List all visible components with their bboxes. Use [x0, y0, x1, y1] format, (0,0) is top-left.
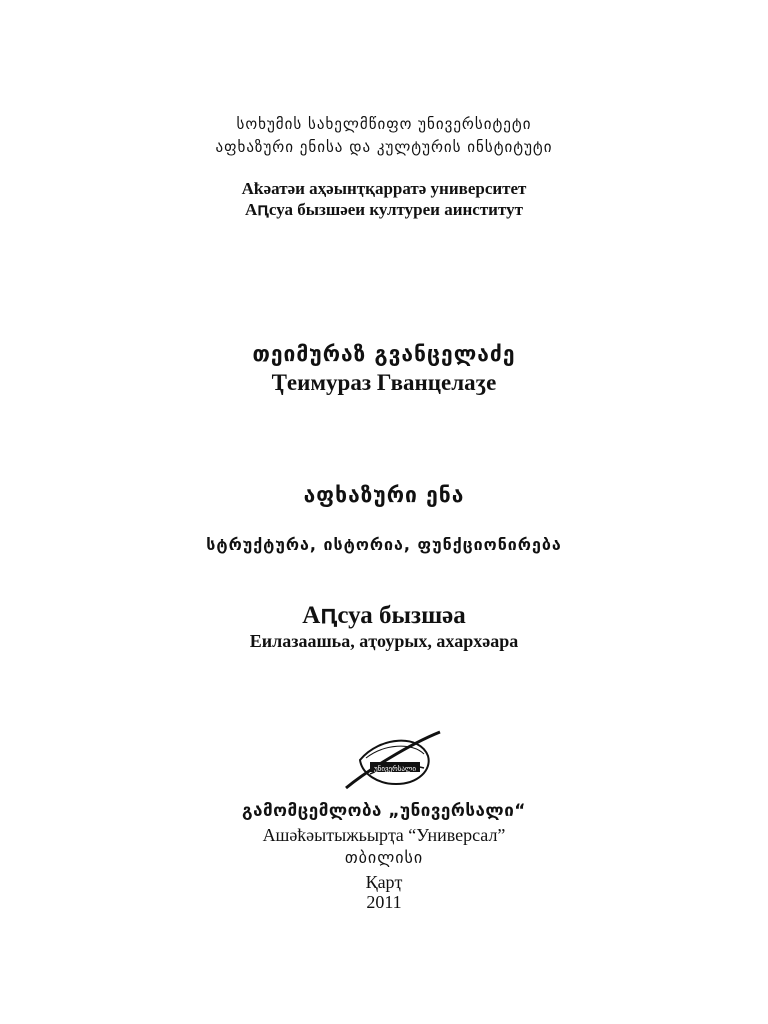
publisher-abkhaz: Ашәҟәытыжьырҭа “Универсал”: [262, 825, 506, 845]
book-title-abkhaz: Аԥсуа бызшәа: [302, 602, 466, 629]
institute-name-abkhaz: Аԥсуа бызшәеи културеи аинститут: [245, 200, 523, 219]
publisher-logo-icon: [340, 730, 444, 794]
publication-year: 2011: [366, 892, 402, 912]
book-subtitle-georgian: სტრუქტურა, ისტორია, ფუნქციონირება: [206, 535, 562, 554]
city-georgian: თბილისი: [344, 848, 424, 867]
university-name-georgian: სოხუმის სახელმწიფო უნივერსიტეტი: [236, 115, 532, 133]
institute-name-georgian: აფხაზური ენისა და კულტურის ინსტიტუტი: [215, 138, 553, 156]
author-name-abkhaz: Ҭеимураз Гванцелаӡе: [271, 370, 497, 395]
author-name-georgian: თეიმურაზ გვანცელაძე: [252, 342, 516, 366]
book-title-georgian: აფხაზური ენა: [303, 483, 465, 507]
logo-text: უნივერსალი: [374, 765, 416, 773]
publisher-georgian: გამომცემლობა „უნივერსალი“: [242, 801, 526, 821]
book-subtitle-abkhaz: Еилазаашьа, аҭоурых, ахархәара: [249, 631, 519, 651]
university-name-abkhaz: Аҟәатәи аҳәынҭқарратә университет: [241, 179, 527, 198]
city-abkhaz: Қарҭ: [365, 872, 403, 892]
